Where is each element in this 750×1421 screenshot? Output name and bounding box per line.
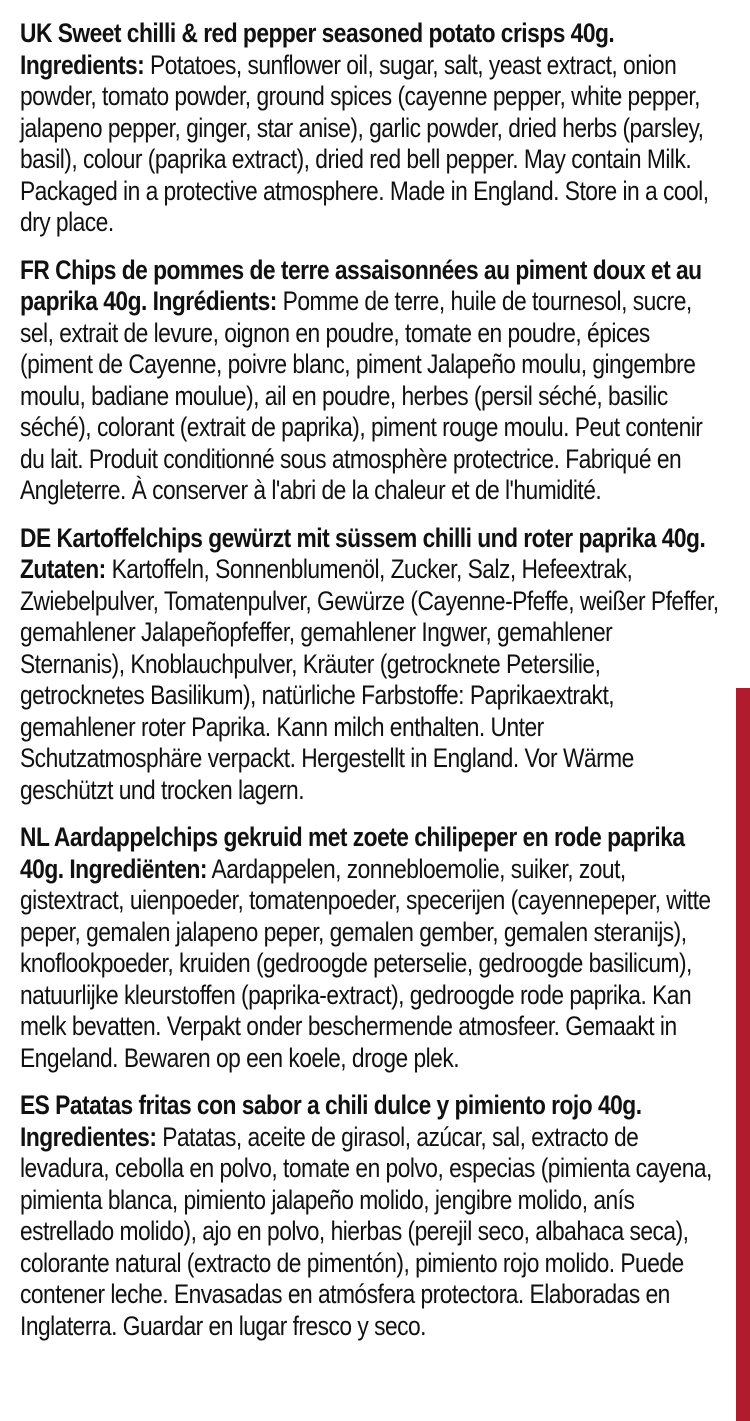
section-de [20,523,721,807]
section-de-heading: DE Kartoffelchips gewürzt mit süssem chilli und roter paprika 40g. Zutaten: [20,522,706,584]
section-uk-body: Potatoes, sunflower oil, sugar, salt, yeast extract, onion powder, tomato powder, ground spices (cayenne pepper, white pepper, jalapeno pepper, ginger, star anise), garlic powder, dried herbs (parsley, basil), colour (paprika extract), dried red bell pepper. May contain Milk. Packaged in a protective atmosphere. Made in England. Store in a cool, dry place. [20,49,709,237]
section-nl-body: Aardappelen, zonnebloemolie, suiker, zout, gistextract, uienpoeder, tomatenpoeder, specerijen (cayennepeper, witte peper, gemalen jalapeno peper, gemalen gember, gemalen steranijs), knoflookpoeder, kruiden (gedroogde peterselie, gedroogde basilicum), natuurlijke kleurstoffen (paprika-extract), gedroogde rode paprika. Kan melk bevatten. Verpakt onder beschermende atmosfeer. Gemaakt in Engeland. Bewaren op een koele, droge plek. [20,853,711,1073]
ingredients-label [20,18,720,1358]
section-nl [20,822,721,1074]
section-es-body: Patatas, aceite de girasol, azúcar, sal, extracto de levadura, cebolla en polvo, tomate en polvo, especias (pimienta cayena, pimienta blanca, pimiento jalapeño molido, jengibre molido, anís estrellado molido), ajo en polvo, hierbas (perejil seco, albahaca seca), colorante natural (extracto de pimentón), pimiento rojo molido. Puede contener leche. Envasadas en atmósfera protectora. Elaboradas en Inglaterra. Guardar en lugar fresco y seco. [20,1121,712,1341]
section-es-heading: ES Patatas fritas con sabor a chili dulce y pimiento rojo 40g. Ingredientes: [20,1090,642,1152]
section-de-body: Kartoffeln, Sonnenblumenöl, Zucker, Salz, Hefeextrak, Zwiebelpulver, Tomatenpulver, Gewürze (Cayenne-Pfeffe, weißer Pfeffer, gemahlener Jalapeñopfeffer, gemahlener Ingwer, gemahlener Sternanis), Knoblauchpulver, Kräuter (getrocknete Petersilie, getrocknetes Basilikum), natürliche Farbstoffe: Paprikaextrakt, gemahlener roter Paprika. Kann milch enthalten. Unter Schutzatmosphäre verpackt. Hergestellt in England. Vor Wärme geschützt und trocken lagern. [20,554,719,805]
section-uk [20,18,721,239]
section-fr-body: Pomme de terre, huile de tournesol, sucre, sel, extrait de levure, oignon en poudre, tomate en poudre, épices (piment de Cayenne, poivre blanc, piment Jalapeño moulu, gingembre moulu, badiane moulue), ail en poudre, herbes (persil séché, basilic séché), colorant (extrait de paprika), piment rouge moulu. Peut contenir du lait. Produit conditionné sous atmosphère protectrice. Fabriqué en Angleterre. À conserver à l'abri de la chaleur et de l'humidité. [20,286,703,505]
section-es [20,1090,721,1342]
red-packaging-band [736,688,750,1421]
section-uk-heading: UK Sweet chilli & red pepper seasoned potato crisps 40g. Ingredients: [20,18,615,80]
section-fr-heading: FR Chips de pommes de terre assaisonnées au piment doux et au paprika 40g. Ingrédients: [20,254,702,316]
section-fr [20,255,721,507]
section-nl-heading: NL Aardappelchips gekruid met zoete chilipeper en rode paprika 40g. Ingrediënten: [20,822,685,884]
